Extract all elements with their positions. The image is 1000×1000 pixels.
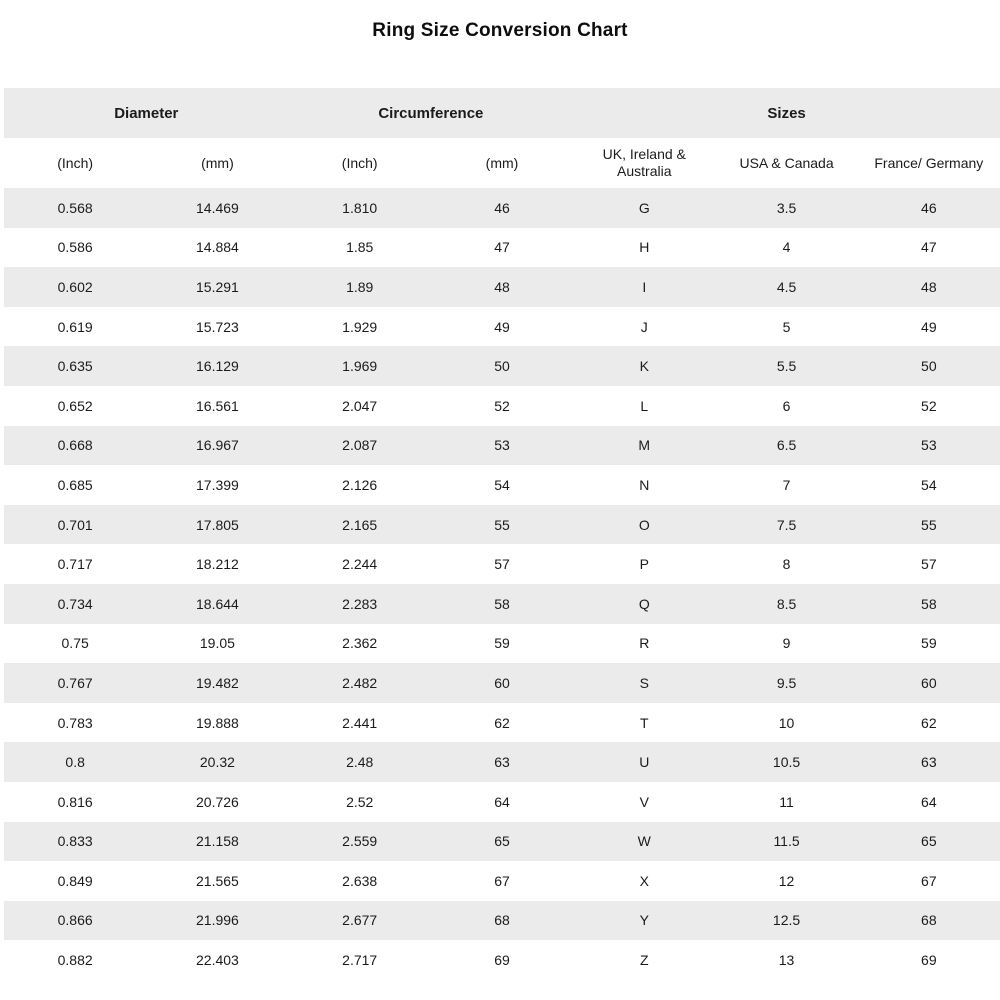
- table-cell: S: [639, 674, 649, 691]
- table-cell: 6: [782, 397, 791, 414]
- table-row: [4, 624, 1000, 664]
- table-cell: 46: [494, 199, 510, 216]
- table-cell: 0.652: [57, 397, 93, 414]
- table-row: [4, 505, 1000, 545]
- group-header-circumference: Circumference: [378, 104, 484, 122]
- table-cell: N: [639, 476, 650, 493]
- column-header: (Inch): [57, 154, 94, 171]
- table-row: [4, 940, 1000, 980]
- table-cell: 18.212: [196, 556, 239, 573]
- table-row: [4, 584, 1000, 624]
- table-cell: 10: [778, 714, 795, 731]
- table-cell: 48: [921, 278, 937, 295]
- table-cell: 21.158: [196, 833, 239, 850]
- table-row: [4, 267, 1000, 307]
- table-cell: 9: [782, 635, 791, 652]
- table-cell: T: [639, 714, 649, 731]
- table-cell: 65: [494, 833, 510, 850]
- table-row: [4, 901, 1000, 941]
- table-row: [4, 742, 1000, 782]
- table-row: [4, 544, 1000, 584]
- table-cell: 2.52: [346, 793, 374, 810]
- table-cell: 16.561: [196, 397, 239, 414]
- table-cell: K: [639, 358, 649, 375]
- column-header: (Inch): [341, 154, 378, 171]
- table-cell: R: [639, 635, 650, 652]
- table-cell: J: [640, 318, 648, 335]
- table-row: [4, 188, 1000, 228]
- table-cell: 59: [921, 635, 937, 652]
- table-cell: 65: [921, 833, 937, 850]
- table-cell: 0.866: [57, 912, 93, 929]
- table-cell: 0.668: [57, 437, 93, 454]
- table-row: [4, 822, 1000, 862]
- table-cell: Q: [638, 595, 650, 612]
- table-cell: 0.602: [57, 278, 93, 295]
- table-cell: 2.244: [342, 556, 378, 573]
- table-cell: 49: [921, 318, 937, 335]
- table-cell: 47: [494, 239, 510, 256]
- table-row: [4, 663, 1000, 703]
- table-cell: 55: [494, 516, 510, 533]
- column-header: USA & Canada: [739, 154, 834, 171]
- table-cell: G: [638, 199, 650, 216]
- table-cell: 1.929: [342, 318, 378, 335]
- table-row: [4, 861, 1000, 901]
- table-cell: 63: [921, 754, 937, 771]
- table-cell: 54: [494, 476, 510, 493]
- table-cell: 20.726: [196, 793, 239, 810]
- table-cell: 48: [494, 278, 510, 295]
- table-cell: 22.403: [196, 952, 239, 969]
- table-cell: 3.5: [776, 199, 797, 216]
- table-cell: 0.568: [57, 199, 93, 216]
- table-cell: 46: [921, 199, 937, 216]
- column-header: (mm): [201, 154, 234, 171]
- table-cell: 2.126: [342, 476, 378, 493]
- table-cell: 58: [494, 595, 510, 612]
- table-cell: 11: [779, 793, 794, 810]
- table-cell: 0.619: [57, 318, 93, 335]
- table-cell: 15.723: [196, 318, 239, 335]
- table-cell: 58: [921, 595, 937, 612]
- table-cell: 0.685: [57, 476, 93, 493]
- table-cell: 8.5: [776, 595, 797, 612]
- table-cell: 62: [494, 714, 510, 731]
- table-row: [4, 346, 1000, 386]
- table-cell: 2.283: [342, 595, 378, 612]
- table-cell: 0.75: [61, 635, 89, 652]
- table-cell: 2.677: [342, 912, 378, 929]
- table-cell: U: [639, 754, 650, 771]
- table-cell: 50: [494, 358, 510, 375]
- table-cell: 19.482: [196, 674, 239, 691]
- table-cell: 60: [921, 674, 937, 691]
- table-cell: H: [639, 239, 650, 256]
- table-cell: 16.967: [196, 437, 239, 454]
- table-cell: 8: [782, 556, 791, 573]
- table-cell: 67: [494, 872, 510, 889]
- table-cell: 19.888: [196, 714, 239, 731]
- table-body: [4, 188, 1000, 980]
- table-cell: 2.165: [342, 516, 378, 533]
- table-cell: 63: [494, 754, 510, 771]
- table-cell: 1.969: [342, 358, 378, 375]
- table-cell: 5: [782, 318, 791, 335]
- table-cell: 17.805: [196, 516, 239, 533]
- table-cell: 54: [921, 476, 937, 493]
- table-cell: 14.884: [196, 239, 239, 256]
- table-cell: 4.5: [776, 278, 797, 295]
- table-cell: 20.32: [199, 754, 235, 771]
- table-cell: 60: [494, 674, 510, 691]
- table-row: [4, 386, 1000, 426]
- table-cell: 7: [782, 476, 791, 493]
- table-cell: Y: [639, 912, 649, 929]
- table-cell: M: [638, 437, 651, 454]
- table-cell: 2.087: [342, 437, 378, 454]
- table-cell: 7.5: [776, 516, 797, 533]
- table-cell: Z: [639, 952, 649, 969]
- table-cell: 18.644: [196, 595, 239, 612]
- table-cell: 0.701: [57, 516, 93, 533]
- table-cell: 57: [921, 556, 937, 573]
- table-cell: 62: [921, 714, 937, 731]
- table-cell: 12.5: [772, 912, 801, 929]
- table-cell: 52: [921, 397, 937, 414]
- table-cell: 64: [921, 793, 937, 810]
- page-title: Ring Size Conversion Chart: [372, 20, 628, 41]
- table-cell: 0.8: [65, 754, 85, 771]
- table-cell: 64: [494, 793, 510, 810]
- table-cell: 53: [494, 437, 510, 454]
- table-cell: L: [640, 397, 649, 414]
- table-cell: 2.48: [346, 754, 374, 771]
- table-cell: 55: [921, 516, 937, 533]
- group-header-diameter: Diameter: [114, 104, 179, 122]
- table-cell: 14.469: [196, 199, 239, 216]
- table-row: [4, 426, 1000, 466]
- table-row: [4, 703, 1000, 743]
- table-cell: 1.85: [346, 239, 374, 256]
- table-cell: V: [639, 793, 649, 810]
- table-cell: 0.816: [57, 793, 93, 810]
- column-header: France/ Germany: [874, 154, 984, 171]
- table-cell: 2.638: [342, 872, 378, 889]
- table-cell: 59: [494, 635, 510, 652]
- table-cell: 2.559: [342, 833, 378, 850]
- table-cell: P: [639, 556, 649, 573]
- column-header: (mm): [485, 154, 519, 171]
- table-cell: 21.996: [196, 912, 239, 929]
- table-cell: 67: [921, 872, 937, 889]
- table-cell: 52: [494, 397, 510, 414]
- table-cell: 13: [778, 952, 795, 969]
- table-cell: 15.291: [196, 278, 239, 295]
- table-cell: 57: [494, 556, 510, 573]
- table-column-header-row: [4, 138, 1000, 188]
- table-row: [4, 465, 1000, 505]
- column-header: UK, Ireland & Australia: [602, 146, 686, 179]
- table-cell: 2.717: [342, 952, 378, 969]
- table-cell: 0.734: [57, 595, 93, 612]
- table-cell: 47: [921, 239, 937, 256]
- table-cell: 1.810: [342, 199, 378, 216]
- table-cell: O: [638, 516, 650, 533]
- table-cell: 2.362: [342, 635, 378, 652]
- table-cell: 0.849: [57, 872, 93, 889]
- ring-size-conversion-table: [4, 88, 1000, 980]
- table-cell: 6.5: [776, 437, 797, 454]
- table-cell: 49: [494, 318, 510, 335]
- table-cell: 17.399: [196, 476, 239, 493]
- table-row: [4, 228, 1000, 268]
- table-cell: 0.783: [57, 714, 93, 731]
- table-cell: 4: [782, 239, 791, 256]
- table-cell: 2.482: [342, 674, 378, 691]
- table-cell: 0.833: [57, 833, 93, 850]
- table-cell: 69: [494, 952, 510, 969]
- table-cell: 9.5: [776, 674, 797, 691]
- table-cell: 69: [921, 952, 937, 969]
- table-cell: 2.047: [342, 397, 378, 414]
- table-cell: 0.767: [57, 674, 93, 691]
- table-cell: 0.717: [57, 556, 93, 573]
- table-cell: 21.565: [196, 872, 239, 889]
- table-cell: 12: [778, 872, 795, 889]
- table-cell: 0.586: [57, 239, 93, 256]
- table-cell: 5.5: [776, 358, 797, 375]
- table-cell: 53: [921, 437, 937, 454]
- table-cell: 68: [494, 912, 510, 929]
- table-cell: X: [639, 872, 649, 889]
- table-row: [4, 307, 1000, 347]
- table-cell: 16.129: [196, 358, 239, 375]
- table-group-header-row: [4, 88, 1000, 138]
- table-cell: W: [637, 833, 651, 850]
- table-cell: 2.441: [342, 714, 378, 731]
- table-cell: 19.05: [199, 635, 235, 652]
- table-cell: 1.89: [346, 278, 374, 295]
- table-cell: 0.635: [57, 358, 93, 375]
- table-cell: 11.5: [773, 833, 800, 850]
- group-header-sizes: Sizes: [767, 104, 806, 122]
- table-cell: I: [642, 278, 647, 295]
- table-cell: 68: [921, 912, 937, 929]
- table-cell: 50: [921, 358, 937, 375]
- table-row: [4, 782, 1000, 822]
- table-cell: 0.882: [57, 952, 93, 969]
- table-cell: 10.5: [772, 754, 801, 771]
